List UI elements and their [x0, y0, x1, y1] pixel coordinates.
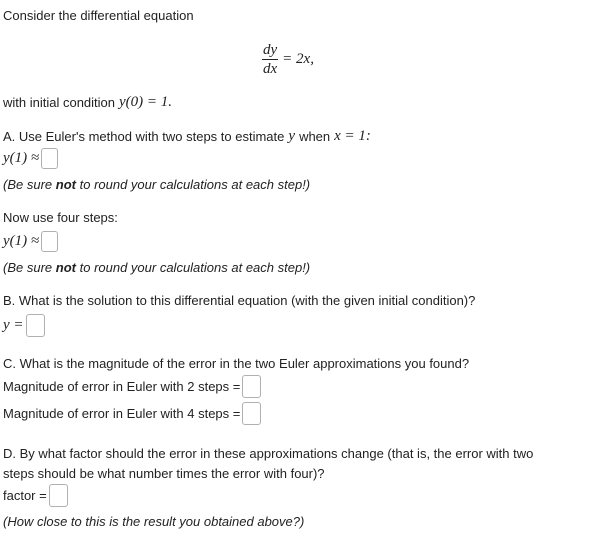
part-d-answer-row: [3, 484, 68, 507]
part-a-answer-input[interactable]: [41, 148, 58, 169]
derivative-fraction: [262, 42, 278, 77]
part-b-answer-label: y =: [3, 317, 24, 333]
part-a-note-bold: not: [55, 177, 76, 192]
part-a-note-prefix: (Be sure: [3, 177, 53, 192]
four-steps-note-prefix: (Be sure: [3, 260, 53, 275]
four-steps-approx-label: y(1) ≈: [3, 233, 40, 249]
part-d-question-line1: D. By what factor should the error in these approximations change (that is, the error with two: [3, 446, 534, 461]
initial-condition-prefix: with initial condition: [3, 95, 116, 110]
part-a-when: when: [299, 129, 331, 144]
part-d-factor-input[interactable]: [49, 484, 68, 507]
part-a-condition: x = 1:: [334, 128, 371, 144]
part-b-answer-row: [3, 314, 45, 337]
part-b-answer-input[interactable]: [26, 314, 45, 337]
part-c-2-steps-input[interactable]: [242, 375, 261, 398]
initial-condition: [3, 94, 172, 111]
fraction-numerator: dy: [263, 42, 278, 58]
four-steps-note-bold: not: [55, 260, 76, 275]
part-c-row-2-steps: [3, 375, 261, 398]
part-a-question: [3, 128, 371, 145]
four-steps-note-suffix: to round your calculations at each step!): [79, 260, 311, 275]
part-c-row-4-steps: [3, 402, 261, 425]
equation-rhs: = 2x,: [282, 51, 314, 67]
intro-text: Consider the differential equation: [3, 8, 194, 23]
four-steps-answer-input[interactable]: [41, 231, 58, 252]
part-d-factor-label: factor =: [3, 488, 47, 503]
part-c-label-2-steps: Magnitude of error in Euler with 2 steps =: [3, 379, 241, 394]
part-a-approx-label: y(1) ≈: [3, 150, 40, 166]
differential-equation: [262, 42, 314, 77]
initial-condition-math: y(0) = 1.: [119, 94, 173, 110]
part-c-4-steps-input[interactable]: [242, 402, 261, 425]
part-a-var-y: y: [288, 128, 296, 144]
part-a-answer-row: [3, 148, 58, 169]
part-d-question-line2: steps should be what number times the error with four)?: [3, 466, 325, 481]
four-steps-answer-row: [3, 231, 58, 252]
part-b-question: B. What is the solution to this differential equation (with the given initial condition)?: [3, 293, 476, 308]
four-steps-intro: Now use four steps:: [3, 210, 118, 225]
part-c-question: C. What is the magnitude of the error in the two Euler approximations you found?: [3, 356, 470, 371]
fraction-denominator: dx: [263, 61, 278, 77]
part-c-label-4-steps: Magnitude of error in Euler with 4 steps =: [3, 406, 241, 421]
part-a-note: [3, 177, 310, 192]
part-d-note: (How close to this is the result you obtained above?): [3, 514, 305, 529]
four-steps-note: [3, 260, 310, 275]
part-a-note-suffix: to round your calculations at each step!): [79, 177, 311, 192]
part-a-prefix: A. Use Euler's method with two steps to estimate: [3, 129, 285, 144]
